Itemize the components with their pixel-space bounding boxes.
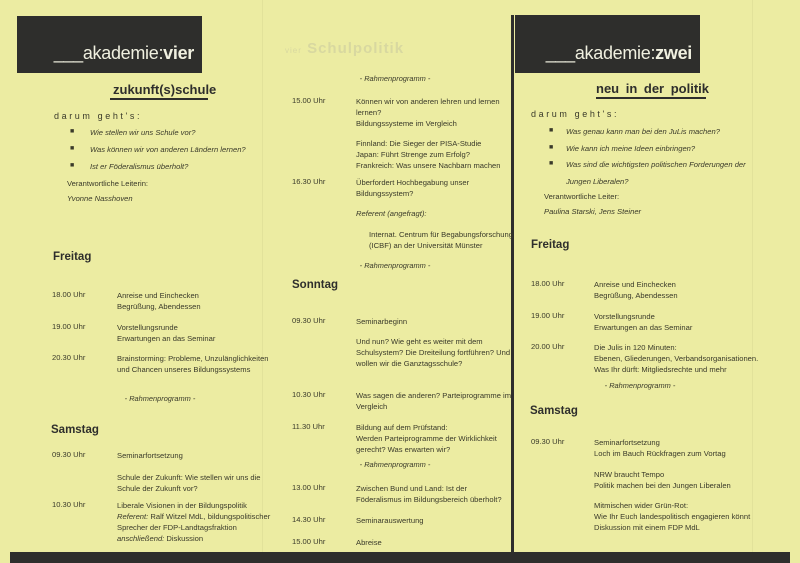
entry-text — [117, 322, 215, 344]
entry-line: Bildung auf dem Prüfstand: — [356, 423, 448, 432]
entry-label: Referent (angefragt): — [356, 209, 427, 218]
entry-time: 09.30 Uhr — [52, 450, 86, 459]
subtitle-underline — [596, 97, 706, 99]
entry-line: Zwischen Bund und Land: Ist der — [356, 484, 468, 493]
entry-text — [117, 500, 270, 544]
brand-bold: zwei — [655, 43, 692, 63]
entry-line: NRW braucht Tempo — [594, 470, 665, 479]
entry-time: 10.30 Uhr — [292, 390, 326, 399]
entry-text — [594, 311, 692, 333]
rahmenprogramm-label: - Rahmenprogramm - — [359, 74, 431, 83]
entry-text — [356, 515, 424, 526]
entry-line: Diskussion mit einem FDP MdL — [594, 523, 700, 532]
ghost-text: Schulpolitik — [307, 40, 405, 57]
entry-line: Erwartungen an das Seminar — [117, 334, 216, 343]
brand-prefix: ___akademie: — [545, 43, 656, 63]
entry-time: 13.00 Uhr — [292, 483, 326, 492]
section-intro: darum geht's: — [54, 111, 143, 121]
section-intro: darum geht's: — [531, 109, 620, 119]
entry-text — [356, 138, 501, 171]
entry-line: Sprecher der FDP-Landtagsfraktion — [117, 523, 237, 532]
day-heading: Samstag — [51, 424, 99, 436]
bullet-item: Was sind die wichtigsten politischen Forderungen der — [566, 160, 746, 169]
entry-line — [356, 208, 427, 219]
brand-title — [54, 43, 194, 64]
leader-label: Verantwortliche Leiterin: — [67, 179, 149, 188]
entry-text — [369, 229, 513, 251]
entry-line: Föderalismus im Bildungsbereich überholt? — [356, 495, 502, 504]
entry-line: Werden Parteiprogramme der Wirklichkeit — [356, 434, 497, 443]
leader-names: Yvonne Nasshoven — [67, 194, 133, 203]
fold-line — [752, 0, 753, 563]
bullet-icon: ■ — [70, 128, 75, 135]
entry-line: Mitmischen wider Grün-Rot: — [594, 501, 689, 510]
entry-text — [356, 390, 511, 412]
entry-text — [356, 316, 407, 327]
entry-line: Frankreich: Was unsere Nachbarn machen — [356, 161, 501, 170]
entry-line: Überfordert Hochbegabung unser — [356, 178, 470, 187]
entry-text — [356, 96, 500, 129]
day-heading: Freitag — [53, 251, 92, 263]
brand-bold: vier — [163, 43, 194, 63]
day-heading: Sonntag — [292, 279, 338, 291]
bullet-icon: ■ — [549, 127, 554, 134]
entry-line: Abreise — [356, 538, 382, 547]
entry-line: Begrüßung, Abendessen — [117, 302, 201, 311]
brand-prefix: ___akademie: — [53, 43, 164, 63]
entry-line: und Chancen unseres Bildungssystems — [117, 365, 251, 374]
ghost-title — [285, 40, 404, 57]
entry-line: Seminarfortsetzung — [594, 438, 660, 447]
entry-line: Begrüßung, Abendessen — [594, 291, 678, 300]
entry-line: Ebenen, Gliederungen, Verbandsorganisationen. — [594, 354, 759, 363]
panel-divider — [511, 15, 514, 555]
rahmenprogramm-label: - Rahmenprogramm - — [359, 460, 431, 469]
entry-text — [117, 290, 201, 312]
entry-time: 11.30 Uhr — [292, 422, 325, 431]
bottom-bar — [10, 552, 790, 563]
entry-line: Brainstorming: Probleme, Unzulänglichkeiten — [117, 354, 269, 363]
bullet-icon: ■ — [549, 160, 554, 167]
ghost-small: vier — [285, 46, 302, 55]
entry-line: gerecht? Was erwarten wir? — [356, 445, 451, 454]
entry-text — [594, 342, 758, 375]
fold-line — [262, 0, 263, 563]
entry-line: Können wir von anderen lehren und lernen — [356, 97, 500, 106]
entry-time: 18.00 Uhr — [52, 290, 86, 299]
bullet-icon: ■ — [70, 162, 75, 169]
entry-line: Anreise und Einchecken — [117, 291, 199, 300]
entry-line: Vorstellungsrunde — [117, 323, 178, 332]
entry-line: Vorstellungsrunde — [594, 312, 655, 321]
entry-line: Liberale Visionen in der Bildungspolitik — [117, 501, 247, 510]
brand-title — [546, 43, 692, 64]
bullet-item: Ist er Föderalismus überholt? — [90, 162, 189, 171]
entry-time: 20.30 Uhr — [52, 353, 86, 362]
entry-time: 16.30 Uhr — [292, 177, 326, 186]
entry-label: anschließend: — [117, 534, 165, 543]
entry-time: 15.00 Uhr — [292, 96, 326, 105]
entry-line: Schulsystem? Die Dreiteilung fortführen? Und — [356, 348, 511, 357]
entry-text — [117, 472, 261, 494]
entry-line: Anreise und Einchecken — [594, 280, 676, 289]
subtitle: neu in der politik — [596, 81, 710, 96]
akademie-vier-header — [17, 16, 202, 73]
entry-time: 19.00 Uhr — [52, 322, 86, 331]
entry-line: Japan: Führt Strenge zum Erfolg? — [356, 150, 470, 159]
subtitle-underline — [110, 98, 208, 100]
rahmenprogramm-label: - Rahmenprogramm - — [604, 381, 676, 390]
bullet-item: Wie kann ich meine Ideen einbringen? — [566, 144, 696, 153]
entry-line: Vergleich — [356, 402, 388, 411]
day-heading: Samstag — [530, 405, 578, 417]
entry-line — [117, 533, 270, 544]
entry-line: Politik machen bei den Jungen Liberalen — [594, 481, 731, 490]
entry-time: 09.30 Uhr — [292, 316, 326, 325]
entry-time: 14.30 Uhr — [292, 515, 326, 524]
rahmenprogramm-label: - Rahmenprogramm - — [124, 394, 196, 403]
entry-line: Internat. Centrum für Begabungsforschung — [369, 230, 513, 239]
entry-line: Bildungssystem? — [356, 189, 414, 198]
entry-line-text: Ralf Witzel MdL, bildungspolitischer — [148, 512, 271, 521]
entry-line: Die Julis in 120 Minuten: — [594, 343, 677, 352]
entry-line: Schule der Zukunft: Wie stellen wir uns die — [117, 473, 261, 482]
entry-line: Seminarfortsetzung — [117, 451, 183, 460]
entry-line: Erwartungen an das Seminar — [594, 323, 693, 332]
bullet-item: Was genau kann man bei den JuLis machen? — [566, 127, 720, 136]
entry-text — [356, 336, 510, 369]
entry-line: Wie Ihr Euch landespolitisch engagieren könnt — [594, 512, 751, 521]
entry-text — [594, 437, 726, 459]
leader-names: Paulina Starski, Jens Steiner — [544, 207, 642, 216]
entry-line — [117, 511, 270, 522]
bullet-icon: ■ — [549, 144, 554, 151]
entry-text — [356, 483, 502, 505]
day-heading: Freitag — [531, 239, 570, 251]
akademie-zwei-header — [515, 15, 700, 73]
entry-label: Referent: — [117, 512, 149, 521]
entry-line: (ICBF) an der Universität Münster — [369, 241, 483, 250]
subtitle: zukunft(s)schule — [113, 82, 217, 97]
entry-text — [356, 177, 469, 199]
entry-line: Was Ihr dürft: Mitgliedsrechte und mehr — [594, 365, 727, 374]
entry-text — [594, 279, 678, 301]
entry-time: 09.30 Uhr — [531, 437, 565, 446]
entry-line-text: Diskussion — [164, 534, 204, 543]
entry-line: Und nun? Wie geht es weiter mit dem — [356, 337, 483, 346]
entry-text — [356, 422, 497, 455]
entry-text — [594, 469, 731, 491]
bullet-item: Wie stellen wir uns Schule vor? — [90, 128, 196, 137]
entry-line: Schule der Zukunft vor? — [117, 484, 198, 493]
entry-time: 15.00 Uhr — [292, 537, 326, 546]
entry-line: wollen wir die Ganztagsschule? — [356, 359, 463, 368]
rahmenprogramm-label: - Rahmenprogramm - — [359, 261, 431, 270]
entry-line: Finnland: Die Sieger der PISA-Studie — [356, 139, 482, 148]
entry-time: 19.00 Uhr — [531, 311, 565, 320]
entry-text — [356, 537, 382, 548]
entry-time: 18.00 Uhr — [531, 279, 565, 288]
entry-text — [594, 500, 750, 533]
entry-line: Seminarauswertung — [356, 516, 424, 525]
entry-line: lernen? — [356, 108, 382, 117]
bullet-item: Was können wir von anderen Ländern lernen? — [90, 145, 246, 154]
leader-label: Verantwortliche Leiter: — [544, 192, 620, 201]
entry-line: Seminarbeginn — [356, 317, 408, 326]
bullet-icon: ■ — [70, 145, 75, 152]
entry-line: Bildungssysteme im Vergleich — [356, 119, 457, 128]
entry-text — [117, 450, 183, 461]
entry-time: 10.30 Uhr — [52, 500, 86, 509]
entry-line: Loch im Bauch Rückfragen zum Vortag — [594, 449, 726, 458]
entry-text — [117, 353, 269, 375]
entry-text — [356, 208, 427, 219]
entry-time: 20.00 Uhr — [531, 342, 565, 351]
bullet-item: Jungen Liberalen? — [566, 177, 629, 186]
entry-line: Was sagen die anderen? Parteiprogramme im — [356, 391, 512, 400]
